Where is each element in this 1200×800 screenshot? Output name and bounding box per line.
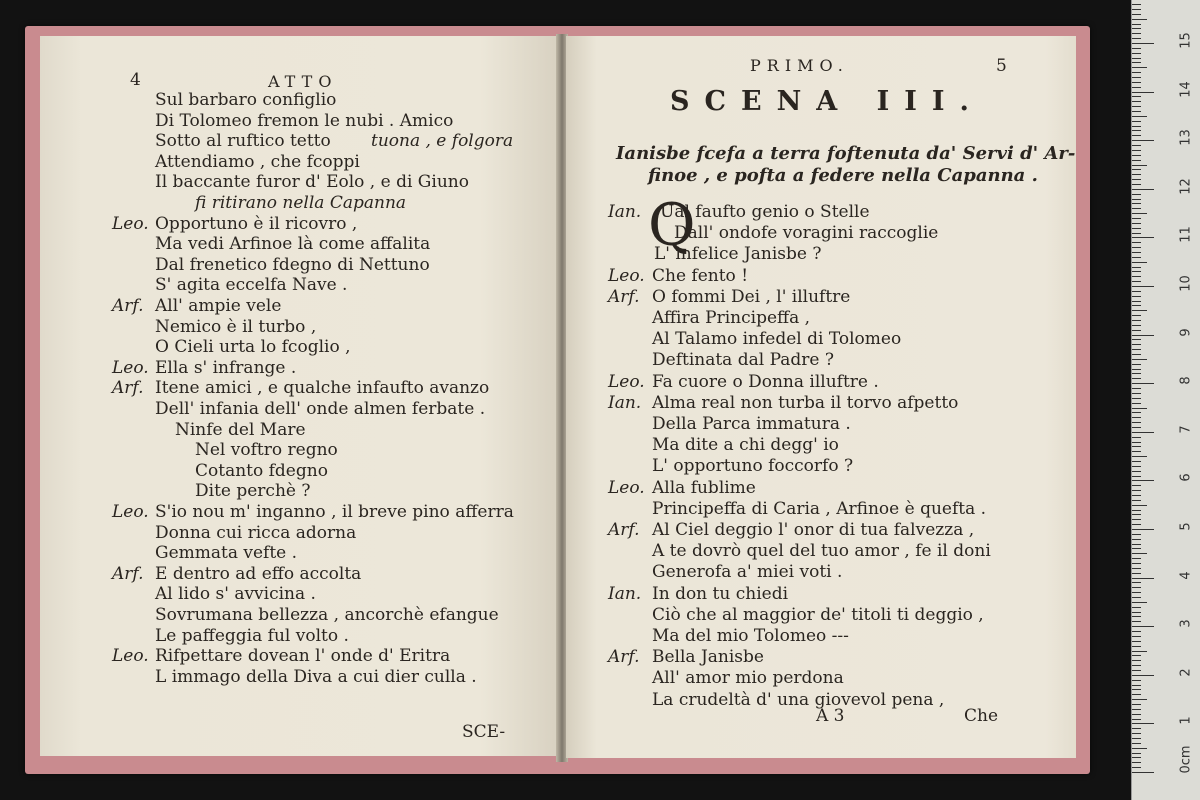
- ruler-tick: [1132, 403, 1141, 404]
- ruler-label: 13: [1178, 129, 1194, 146]
- ruler-tick: [1132, 276, 1141, 277]
- ruler-tick: [1132, 218, 1141, 219]
- ruler-tick: [1132, 247, 1141, 248]
- ruler-tick: [1132, 466, 1141, 467]
- ruler-label: 14: [1178, 80, 1194, 98]
- ruler-tick: [1132, 461, 1141, 462]
- speaker-label: Ian.: [608, 392, 642, 413]
- ruler-tick: [1132, 719, 1141, 720]
- ruler-tick: [1132, 24, 1141, 25]
- ruler-tick: [1132, 578, 1154, 579]
- ruler-tick: [1132, 101, 1141, 102]
- ruler-tick: [1132, 140, 1154, 141]
- ruler-tick: [1132, 155, 1141, 156]
- ruler-tick: [1132, 310, 1147, 311]
- ruler-tick: [1132, 607, 1141, 608]
- scene-title: SCENA III.: [670, 86, 984, 117]
- ruler-label: 4: [1178, 570, 1194, 580]
- ruler-tick: [1132, 315, 1141, 316]
- ruler-tick: [1132, 393, 1141, 394]
- verse-line: Che fento !: [652, 265, 749, 286]
- speaker-label: Arf.: [608, 520, 640, 540]
- ruler-tick: [1132, 96, 1141, 97]
- ruler-tick: [1132, 320, 1141, 321]
- ruler-tick: [1132, 704, 1141, 705]
- ruler-tick: [1132, 748, 1147, 749]
- ruler-tick: [1132, 733, 1141, 734]
- verse-line: Dite perchè ?: [195, 481, 311, 502]
- ruler-tick: [1132, 665, 1141, 666]
- ruler-tick: [1132, 544, 1141, 545]
- ruler-tick: [1132, 130, 1141, 131]
- ruler-tick: [1132, 4, 1141, 5]
- ruler-tick: [1132, 189, 1154, 190]
- speaker-label: Leo.: [112, 646, 149, 667]
- ruler-tick: [1132, 408, 1147, 409]
- ruler-tick: [1132, 568, 1141, 569]
- ruler-tick: [1132, 14, 1141, 15]
- ruler-tick: [1132, 670, 1141, 671]
- ruler-tick: [1132, 28, 1141, 29]
- ruler-label: 7: [1178, 425, 1194, 434]
- ruler-tick: [1132, 728, 1141, 729]
- ruler-label: 12: [1178, 178, 1194, 195]
- ruler-tick: [1132, 72, 1141, 73]
- ruler-tick: [1132, 714, 1141, 715]
- ruler-tick: [1132, 62, 1141, 63]
- drop-cap: Q: [648, 191, 696, 259]
- verse-line: Della Parca immatura .: [652, 414, 851, 434]
- verse-line: Alla fublime: [652, 477, 756, 498]
- ruler-tick: [1132, 685, 1141, 686]
- ruler-tick: [1132, 281, 1141, 282]
- verse-line: Dell' infania dell' onde almen ferbate .: [155, 399, 486, 419]
- ruler-tick: [1132, 534, 1141, 535]
- verse-line: Sovrumana bellezza , ancorchè efangue: [155, 605, 499, 625]
- verse-line: Cotanto fdegno: [195, 460, 328, 481]
- ruler-tick: [1132, 495, 1141, 496]
- ruler-tick: [1132, 67, 1147, 68]
- ruler-tick: [1132, 111, 1141, 112]
- ruler-tick: [1132, 709, 1141, 710]
- page-number: 4: [130, 70, 141, 90]
- ruler-tick: [1132, 9, 1141, 10]
- stage-note: tuona , e folgora: [371, 131, 514, 152]
- verse-line: S'io nou m' inganno , il breve pino afferra: [155, 502, 514, 522]
- verse-line: Alma real non turba il torvo afpetto: [652, 392, 959, 413]
- ruler-tick: [1132, 772, 1154, 773]
- ruler-tick: [1132, 442, 1141, 443]
- catchword: SCE-: [462, 722, 506, 742]
- verse-line: O Cieli urta lo fcoglio ,: [155, 337, 351, 358]
- ruler-label: 2: [1178, 668, 1194, 677]
- verse-line: All' amor mio perdona: [652, 668, 844, 689]
- ruler-tick: [1132, 558, 1141, 559]
- ruler-tick: [1132, 612, 1141, 613]
- ruler-tick: [1132, 519, 1141, 520]
- speaker-label: Leo.: [608, 477, 645, 498]
- ruler-tick: [1132, 82, 1141, 83]
- ruler-tick: [1132, 325, 1141, 326]
- verse-line: Deftinata dal Padre ?: [652, 350, 834, 371]
- verse-line: Al Talamo infedel di Tolomeo: [652, 329, 902, 350]
- ruler-tick: [1132, 369, 1141, 370]
- verse-line: S' agita eccelfa Nave .: [155, 275, 348, 296]
- stage-direction-line-1: Ianisbe fcefa a terra foftenuta da' Servi d' Ar-: [616, 143, 1076, 164]
- ruler-label: 5: [1178, 522, 1194, 531]
- ruler-tick: [1132, 330, 1141, 331]
- ruler-tick: [1132, 378, 1141, 379]
- ruler-tick: [1132, 116, 1147, 117]
- ruler-tick: [1132, 165, 1147, 166]
- ruler-tick: [1132, 233, 1141, 234]
- ruler-tick: [1132, 174, 1141, 175]
- ruler-tick: [1132, 631, 1141, 632]
- ruler-tick: [1132, 655, 1141, 656]
- ruler-tick: [1132, 548, 1141, 549]
- verse-line: Ninfe del Mare: [175, 419, 306, 440]
- verse-line: Ciò che al maggior de' titoli ti deggio ,: [652, 604, 984, 625]
- ruler-tick: [1132, 767, 1141, 768]
- ruler-tick: [1132, 476, 1141, 477]
- verse-line: Sotto al ruftico tetto: [155, 131, 331, 152]
- ruler-tick: [1132, 563, 1141, 564]
- ruler-tick: [1132, 339, 1141, 340]
- speaker-label: Arf.: [608, 647, 640, 668]
- ruler-tick: [1132, 456, 1147, 457]
- ruler-tick: [1132, 53, 1141, 54]
- verse-line: In don tu chiedi: [652, 583, 789, 604]
- measuring-ruler: [1131, 0, 1200, 800]
- verse-line: Ella s' infrange .: [155, 357, 297, 378]
- ruler-tick: [1132, 179, 1141, 180]
- speaker-label: Leo.: [112, 502, 149, 522]
- ruler-tick: [1132, 58, 1141, 59]
- ruler-tick: [1132, 646, 1141, 647]
- ruler-tick: [1132, 213, 1147, 214]
- verse-line: Rifpettare dovean l' onde d' Eritra: [155, 646, 451, 667]
- ruler-tick: [1132, 38, 1141, 39]
- ruler-tick: [1132, 573, 1141, 574]
- speaker-label: Arf.: [112, 563, 144, 584]
- ruler-tick: [1132, 135, 1141, 136]
- ruler-tick: [1132, 510, 1141, 511]
- ruler-tick: [1132, 388, 1141, 389]
- verse-line: Al Ciel deggio l' onor di tua falvezza ,: [652, 520, 975, 540]
- ruler-tick: [1132, 490, 1141, 491]
- verse-line: All' ampie vele: [155, 296, 282, 316]
- ruler-tick: [1132, 121, 1141, 122]
- ruler-tick: [1132, 694, 1141, 695]
- ruler-tick: [1132, 417, 1141, 418]
- ruler-tick: [1132, 660, 1141, 661]
- verse-line: L' opportuno foccorfo ?: [652, 456, 854, 477]
- ruler-tick: [1132, 291, 1141, 292]
- right-page: [566, 36, 1076, 758]
- ruler-label: 1: [1178, 716, 1194, 726]
- verse-line: Ual faufto genio o Stelle: [660, 202, 870, 222]
- ruler-tick: [1132, 422, 1141, 423]
- ruler-tick: [1132, 184, 1141, 185]
- ruler-tick: [1132, 738, 1141, 739]
- ruler-tick: [1132, 257, 1141, 258]
- ruler-tick: [1132, 582, 1141, 583]
- ruler-tick: [1132, 621, 1141, 622]
- ruler-tick: [1132, 514, 1141, 515]
- ruler-tick: [1132, 242, 1141, 243]
- ruler-tick: [1132, 194, 1141, 195]
- ruler-tick: [1132, 106, 1141, 107]
- ruler-label: 9: [1178, 327, 1194, 337]
- verse-line: Ma vedi Arfinoe là come affalita: [155, 234, 431, 255]
- speaker-label: Arf.: [112, 296, 144, 316]
- ruler-tick: [1132, 267, 1141, 268]
- verse-line: Generofa a' miei voti .: [652, 562, 843, 583]
- verse-line: Di Tolomeo fremon le nubi . Amico: [155, 110, 454, 131]
- ruler-tick: [1132, 446, 1141, 447]
- ruler-tick: [1132, 398, 1141, 399]
- ruler-tick: [1132, 412, 1141, 413]
- ruler-tick: [1132, 587, 1141, 588]
- verse-line: A te dovrò quel del tuo amor , fe il doni: [652, 541, 991, 562]
- verse-line: Opportuno è il ricovro ,: [155, 213, 358, 234]
- ruler-label: 0cm: [1178, 745, 1194, 774]
- ruler-tick: [1132, 126, 1141, 127]
- ruler-tick: [1132, 301, 1141, 302]
- verse-line: Il baccante furor d' Eolo , e di Giuno: [155, 172, 469, 193]
- ruler-tick: [1132, 626, 1154, 627]
- verse-line: Al lido s' avvicina .: [155, 584, 316, 605]
- running-header: ATTO: [268, 72, 338, 91]
- verse-line: Dal frenetico fdegno di Nettuno: [155, 254, 430, 275]
- ruler-tick: [1132, 305, 1141, 306]
- ruler-tick: [1132, 335, 1154, 336]
- verse-line: Principeffa di Caria , Arfinoe è quefta .: [652, 498, 987, 519]
- ruler-tick: [1132, 505, 1147, 506]
- ruler-tick: [1132, 500, 1141, 501]
- ruler-tick: [1132, 471, 1141, 472]
- ruler-tick: [1132, 349, 1141, 350]
- ruler-tick: [1132, 451, 1141, 452]
- ruler-tick: [1132, 160, 1141, 161]
- catchword: Che: [964, 706, 999, 726]
- ruler-tick: [1132, 636, 1141, 637]
- ruler-tick: [1132, 485, 1141, 486]
- ruler-tick: [1132, 602, 1147, 603]
- ruler-tick: [1132, 203, 1141, 204]
- ruler-tick: [1132, 364, 1141, 365]
- ruler-tick: [1132, 19, 1147, 20]
- verse-line: fi ritirano nella Capanna: [195, 193, 407, 213]
- speaker-label: Arf.: [608, 286, 640, 307]
- ruler-tick: [1132, 344, 1141, 345]
- ruler-tick: [1132, 87, 1141, 88]
- ruler-tick: [1132, 597, 1141, 598]
- ruler-tick: [1132, 150, 1141, 151]
- verse-line: La crudeltà d' una giovevol pena ,: [652, 689, 945, 710]
- ruler-tick: [1132, 237, 1154, 238]
- speaker-label: Ian.: [608, 583, 642, 604]
- speaker-label: Leo.: [112, 357, 149, 378]
- ruler-tick: [1132, 252, 1141, 253]
- verse-line: Ma dite a chi degg' io: [652, 435, 839, 456]
- ruler-label: 8: [1178, 376, 1194, 385]
- speaker-label: Leo.: [608, 371, 645, 392]
- ruler-tick: [1132, 373, 1141, 374]
- ruler-tick: [1132, 199, 1141, 200]
- ruler-tick: [1132, 359, 1147, 360]
- verse-line: Dall' ondofe voragini raccoglie: [674, 223, 939, 244]
- verse-line: L immago della Diva a cui dier culla .: [155, 666, 477, 687]
- ruler-tick: [1132, 753, 1141, 754]
- ruler-tick: [1132, 145, 1141, 146]
- ruler-tick: [1132, 92, 1154, 93]
- ruler-tick: [1132, 169, 1141, 170]
- ruler-tick: [1132, 689, 1141, 690]
- ruler-tick: [1132, 641, 1141, 642]
- ruler-tick: [1132, 524, 1141, 525]
- ruler-tick: [1132, 383, 1154, 384]
- speaker-label: Leo.: [608, 265, 645, 286]
- running-header: PRIMO.: [750, 56, 849, 75]
- speaker-label: Leo.: [112, 213, 149, 234]
- page-number: 5: [996, 56, 1007, 76]
- ruler-tick: [1132, 437, 1141, 438]
- ruler-tick: [1132, 208, 1141, 209]
- ruler-tick: [1132, 723, 1154, 724]
- ruler-tick: [1132, 675, 1154, 676]
- ruler-tick: [1132, 529, 1154, 530]
- ruler-tick: [1132, 616, 1141, 617]
- speaker-label: Arf.: [112, 378, 144, 399]
- ruler-label: 15: [1178, 32, 1194, 49]
- verse-line: Le paffeggia ful volto .: [155, 625, 349, 646]
- verse-line: Ma del mio Tolomeo ---: [652, 626, 849, 646]
- verse-line: Nel voftro regno: [195, 440, 338, 461]
- verse-line: O fommi Dei , l' illuftre: [652, 286, 851, 307]
- ruler-tick: [1132, 271, 1141, 272]
- ruler-tick: [1132, 432, 1154, 433]
- verse-line: Itene amici , e qualche infaufto avanzo: [155, 378, 490, 399]
- ruler-tick: [1132, 33, 1141, 34]
- ruler-tick: [1132, 354, 1141, 355]
- signature-mark: A 3: [816, 706, 845, 726]
- verse-line: E dentro ad effo accolta: [155, 563, 362, 584]
- stage-direction-line-2: finoe , e pofta a federe nella Capanna .: [648, 165, 1038, 186]
- verse-line: L' infelice Janisbe ?: [654, 244, 822, 265]
- ruler-label: 6: [1178, 473, 1194, 483]
- ruler-tick: [1132, 223, 1141, 224]
- ruler-tick: [1132, 48, 1141, 49]
- ruler-tick: [1132, 77, 1141, 78]
- ruler-tick: [1132, 680, 1141, 681]
- verse-line: Bella Janisbe: [652, 647, 764, 668]
- ruler-tick: [1132, 427, 1141, 428]
- verse-line: Sul barbaro configlio: [155, 90, 337, 110]
- ruler-tick: [1132, 651, 1147, 652]
- ruler-tick: [1132, 228, 1141, 229]
- ruler-tick: [1132, 262, 1147, 263]
- ruler-tick: [1132, 286, 1154, 287]
- ruler-label: 3: [1178, 619, 1194, 628]
- ruler-tick: [1132, 43, 1154, 44]
- ruler-tick: [1132, 480, 1154, 481]
- ruler-tick: [1132, 553, 1147, 554]
- ruler-tick: [1132, 743, 1141, 744]
- ruler-tick: [1132, 699, 1147, 700]
- ruler-tick: [1132, 539, 1141, 540]
- speaker-label: Ian.: [608, 202, 642, 222]
- ruler-tick: [1132, 296, 1141, 297]
- verse-line: Donna cui ricca adorna: [155, 522, 357, 543]
- ruler-tick: [1132, 592, 1141, 593]
- verse-line: Nemico è il turbo ,: [155, 316, 317, 337]
- ruler-tick: [1132, 757, 1141, 758]
- ruler-tick: [1132, 762, 1141, 763]
- ruler-label: 10: [1178, 275, 1194, 292]
- verse-line: Gemmata vefte .: [155, 543, 298, 564]
- ruler-label: 11: [1178, 226, 1194, 244]
- verse-line: Affira Principeffa ,: [652, 308, 811, 328]
- left-page: [40, 36, 558, 756]
- verse-line: Attendiamo , che fcoppi: [155, 151, 360, 172]
- verse-line: Fa cuore o Donna illuftre .: [652, 371, 879, 392]
